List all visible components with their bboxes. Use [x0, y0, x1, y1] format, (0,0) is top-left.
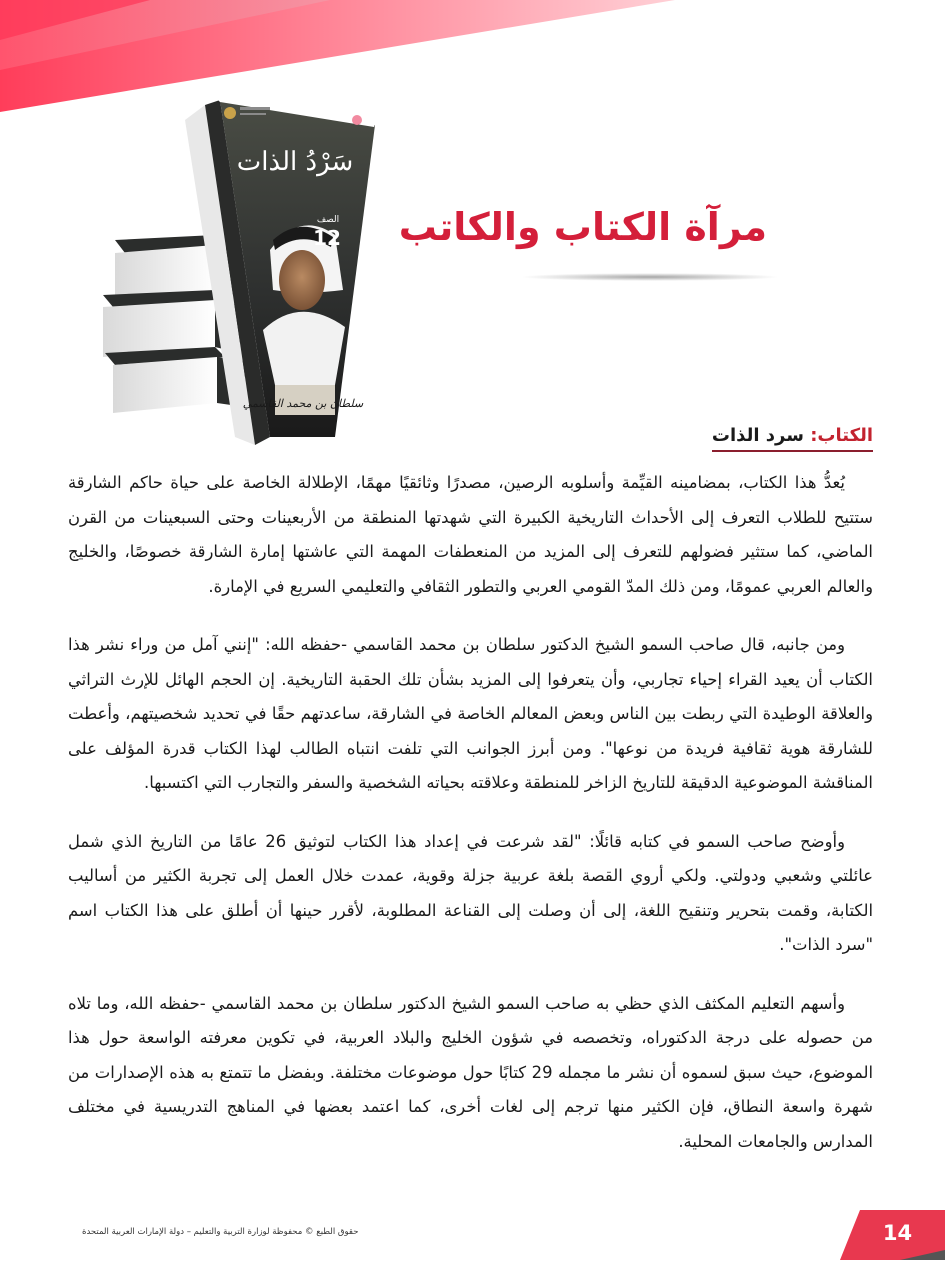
footer-copyright: حقوق الطبع © محفوظة لوزارة التربية والتعليم – دولة الإمارات العربية المتحدة — [82, 1227, 359, 1237]
page-title: مرآة الكتاب والكاتب — [398, 205, 767, 249]
title-block — [398, 205, 875, 285]
paragraph-4: وأسهم التعليم المكثف الذي حظي به صاحب السمو الشيخ الدكتور سلطان بن محمد القاسمي -حفظه الله، وما تلاه من حصوله على درجة الدكتوراه، وتخصصه في شؤون الخليج والبلاد العربية، في تكوين معرفته الواسعة حول هذا الموضوع، حيث سبق لسموه أن نشر ما مجمله 29 كتابًا حول موضوعات مختلفة. وبفضل ما تتمتع به هذه الإصدارات من شهرة واسعة النطاق، فإن الكثير منها ترجم إلى لغات أخرى، كما اعتمد بعضها في المناهج التدريسية في مختلف المدارس والجامعات المحلية. — [68, 993, 873, 1151]
book-label: الكتاب: — [810, 425, 873, 446]
cover-grade-number: 12 — [313, 226, 341, 250]
book-illustration — [95, 85, 415, 445]
cover-author-signature: سلطان بن محمد القاسمي — [242, 397, 364, 410]
cover-title: سَرْدُ الذات — [236, 147, 354, 177]
cover-grade-label: الصف — [316, 215, 340, 225]
title-underline-shadow — [520, 273, 780, 281]
book-title: سرد الذات — [711, 425, 804, 446]
paragraph-1: يُعدُّ هذا الكتاب، بمضامينه القيِّمة وأسلوبه الرصين، مصدرًا وثائقيًا مهمًا، الإطلالة الخاصة على حياة حاكم الشارقة ستتيح للطلاب التعرف إلى الأحداث التاريخية الكبيرة التي شهدتها المنطقة من الأربعينات وحتى السبعينات من القرن الماضي، كما ستثير فضولهم للتعرف إلى المزيد من المنعطفات المهمة التي عاشتها إمارة الشارقة خصوصًا، والخليج والعالم العربي عمومًا، ومن ذلك المدّ القومي العربي والتطور الثقافي والتعليمي السريع في الإمارة. — [68, 473, 873, 596]
article-body — [68, 466, 873, 1183]
paragraph-3: وأوضح صاحب السمو في كتابه قائلًا: "لقد شرعت في إعداد هذا الكتاب لتوثيق 26 عامًا من التاريخ الذي شمل عائلتي وشعبي ودولتي. ولكي أروي القصة بلغة عربية جزلة وقوية، عمدت خلال العمل إلى تجربة الكثير من أساليب الكتابة، وقمت بتحرير وتنقيح اللغة، إلى أن وصلت إلى القناعة المطلوبة، لأقرر حينها أن أطلق على هذا الكتاب اسم "سرد الذات". — [68, 831, 873, 954]
paragraph-2: ومن جانبه، قال صاحب السمو الشيخ الدكتور سلطان بن محمد القاسمي -حفظه الله: "إنني آمل من وراء نشر هذا الكتاب أن يعيد القراء إحياء تجاربي، وأن يتعرفوا إلى المزيد بشأن تلك الحقبة التاريخية. إن الحجم الهائل للإرث التراثي والعلاقة الوطيدة التي ربطت بين الناس وبعض المعالم الخاصة في الشارقة، ساعدتهم حقًا في تحديد شخصيتهم، وأعطت للشارقة هوية ثقافية فريدة من نوعها". ومن أبرز الجوانب التي تلفت انتباه الطالب لهذا الكتاب قدرة المؤلف على المناقشة الموضوعية الدقيقة للتاريخ الزاخر للمنطقة وعلاقته بحياته الشخصية والسفر والتجارب التي اكتسبها. — [68, 635, 873, 792]
page-number: 14 — [882, 1221, 913, 1245]
book-heading — [712, 425, 873, 452]
